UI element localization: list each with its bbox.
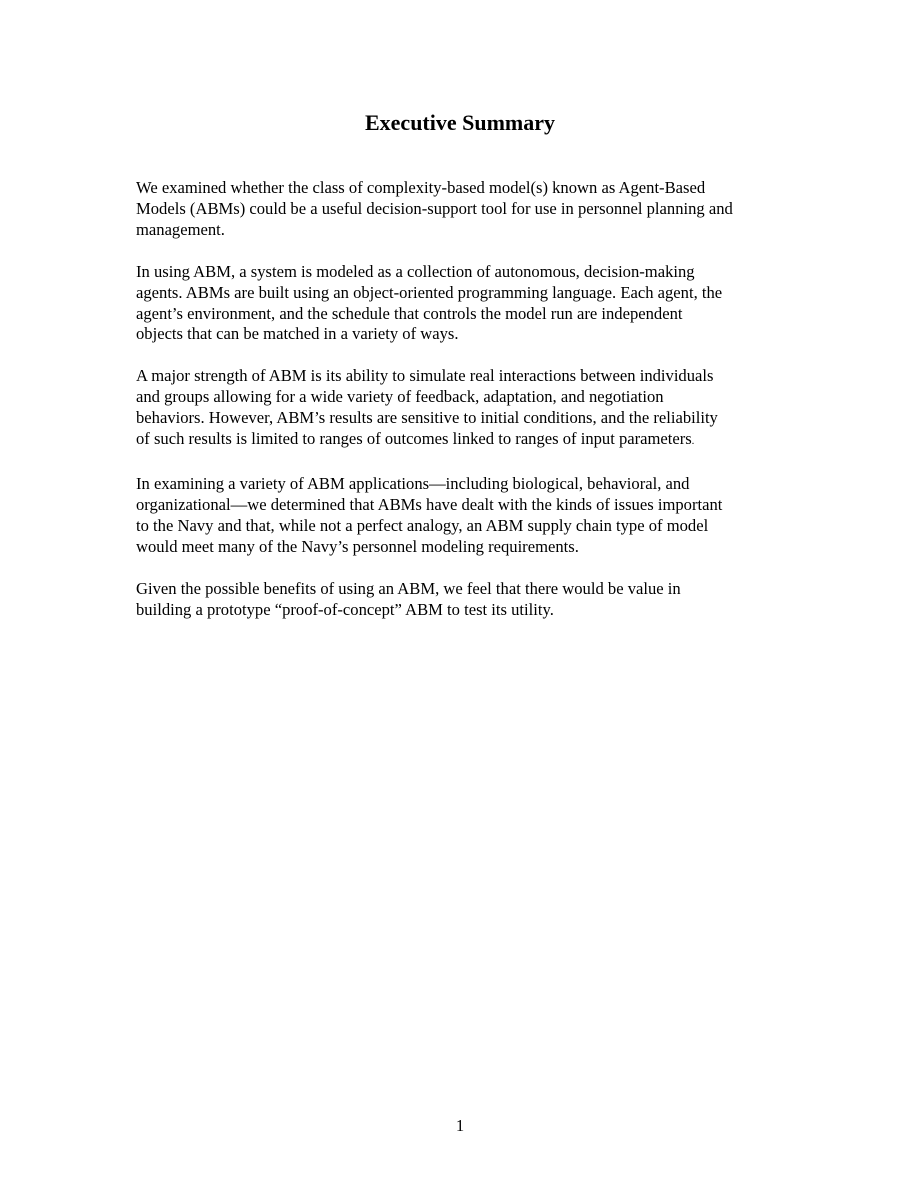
paragraph-1-line-3: management. <box>136 219 225 239</box>
paragraph-5-line-1: Given the possible benefits of using an ABM, we feel that there would be value in <box>136 578 681 598</box>
paragraph-4-line-2: organizational—we determined that ABMs have dealt with the kinds of issues important <box>136 494 723 514</box>
paragraph-2-line-1: In using ABM, a system is modeled as a collection of autonomous, decision-making <box>136 261 695 281</box>
paragraph-4-line-1: In examining a variety of ABM applications—including biological, behavioral, and <box>136 473 690 493</box>
page-title: Executive Summary <box>364 110 556 135</box>
page-number: 1 <box>455 1116 465 1135</box>
paragraph-3-line-4-text: of such results is limited to ranges of outcomes linked to ranges of input parameters <box>136 429 692 449</box>
paragraph-4 <box>136 474 796 558</box>
paragraph-1-line-2: Models (ABMs) could be a useful decision-support tool for use in personnel planning and <box>136 198 733 218</box>
paragraph-1 <box>136 178 796 241</box>
paragraph-2 <box>136 262 796 346</box>
paragraph-3-line-1: A major strength of ABM is its ability to simulate real interactions between individuals <box>136 366 714 386</box>
paragraph-2-line-4: objects that can be matched in a variety of ways. <box>136 324 459 344</box>
paragraph-3-line-4 <box>136 429 796 453</box>
paragraph-2-line-3: agent’s environment, and the schedule that controls the model run are independent <box>136 303 683 323</box>
paragraph-4-line-3: to the Navy and that, while not a perfect analogy, an ABM supply chain type of model <box>136 515 709 535</box>
document-body <box>136 178 796 641</box>
paragraph-3-line-3: behaviors. However, ABM’s results are sensitive to initial conditions, and the reliability <box>136 408 718 428</box>
paragraph-5 <box>136 579 796 621</box>
paragraph-5-line-2: building a prototype “proof-of-concept” ABM to test its utility. <box>136 599 554 619</box>
paragraph-1-line-1: We examined whether the class of complexity-based model(s) known as Agent-Based <box>136 178 706 197</box>
paragraph-3-line-2: and groups allowing for a wide variety of feedback, adaptation, and negotiation <box>136 387 664 407</box>
paragraph-3 <box>136 366 796 453</box>
paragraph-3-trailing-period: . <box>691 436 695 448</box>
paragraph-4-line-4: would meet many of the Navy’s personnel modeling requirements. <box>136 536 579 556</box>
paragraph-2-line-2: agents. ABMs are built using an object-oriented programming language. Each agent, the <box>136 282 723 302</box>
